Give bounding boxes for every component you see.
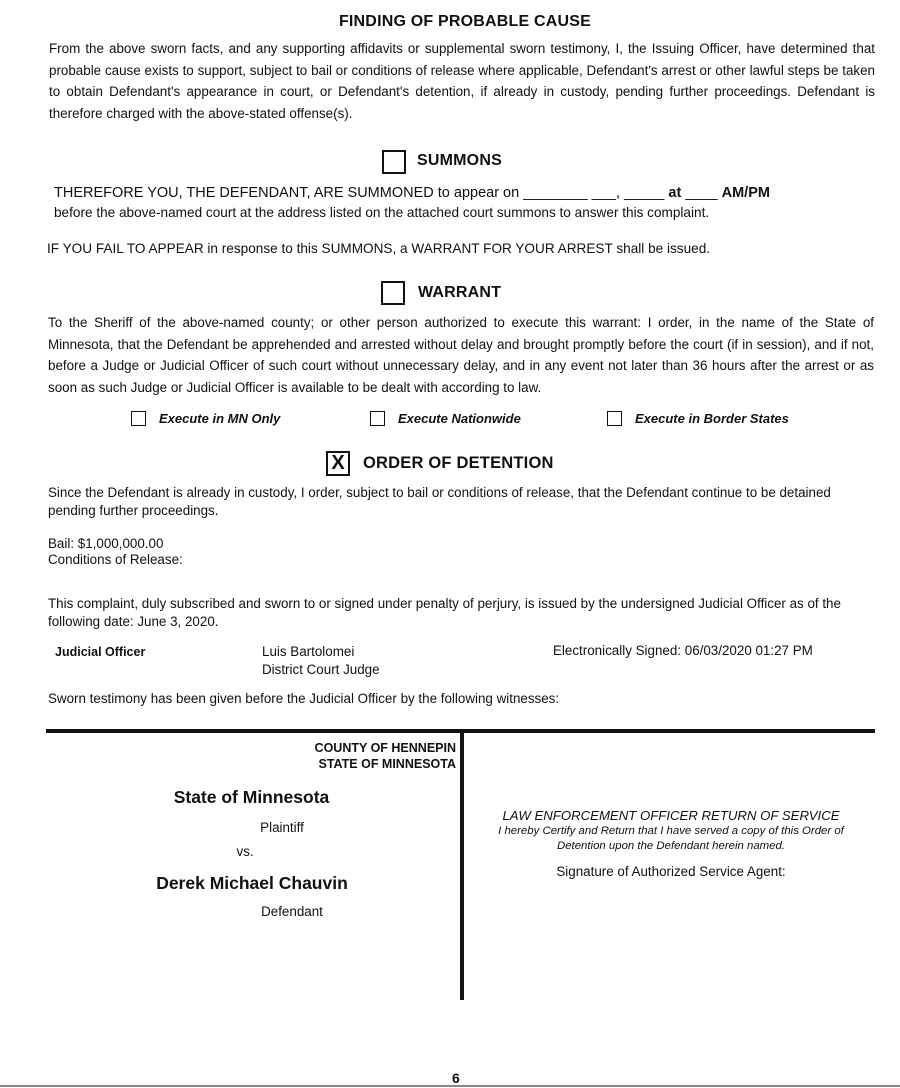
witnesses-statement: Sworn testimony has been given before the Judicial Officer by the following witnesses:: [48, 691, 560, 706]
probable-cause-title: FINDING OF PROBABLE CAUSE: [338, 13, 592, 30]
detention-body: Since the Defendant is already in custody, I order, subject to bail or conditions of release, that the Defendant continue to be detained pending further proceedings.: [48, 485, 831, 518]
probable-cause-body: From the above sworn facts, and any supporting affidavits or supplemental sworn testimony, I, the Issuing Officer, have determined that probable cause exists to support, subject to bail or conditions of release where applicable, Defendant's arrest or other lawful steps be taken to obtain Defendant's appearance in court, or Defendant's detention, if already in custody, pending further proceedings. Defendant is therefore charged with the above-stated offense(s).: [49, 41, 875, 121]
warrant-option-mn[interactable]: [131, 411, 280, 426]
warrant-body: To the Sheriff of the above-named county; or other person authorized to execute this warrant: I order, in the name of the State of Minnesota, that the Defendant be apprehended and arrested without delay and brought promptly before the court (if in session), and if not, before a Judge or Judicial Officer of such court without unnecessary delay, and in any event not later than 36 hours after the arrest or as soon as such Judge or Judicial Officer is available to be dealt with according to law.: [48, 315, 874, 395]
electronic-signature: Electronically Signed: 06/03/2020 01:27 PM: [553, 643, 813, 658]
warrant-option-border[interactable]: [607, 411, 789, 426]
summons-time-blank: ____: [685, 185, 718, 201]
summons-appear-line: [54, 185, 770, 201]
defendant-label: Defendant: [261, 904, 323, 919]
summons-court-line: before the above-named court at the address listed on the attached court summons to answer this complaint.: [54, 205, 710, 220]
county-name: COUNTY OF HENNEPIN: [314, 741, 456, 755]
summons-fail-notice: IF YOU FAIL TO APPEAR in response to this SUMMONS, a WARRANT FOR YOUR ARREST shall be issued.: [47, 241, 711, 256]
return-of-service-line2: Detention upon the Defendant herein named.: [557, 840, 785, 852]
detention-checkbox-checked[interactable]: X: [326, 451, 350, 476]
summons-date-blank: ________ ___,: [523, 185, 620, 201]
warrant-option-border-label: Execute in Border States: [635, 411, 789, 426]
detention-title: ORDER OF DETENTION: [363, 454, 554, 472]
plaintiff-label: Plaintiff: [260, 820, 304, 835]
warrant-title: WARRANT: [418, 284, 502, 301]
summons-ampm-label: AM/PM: [721, 185, 770, 201]
return-of-service-line1: I hereby Certify and Return that I have served a copy of this Order of: [498, 825, 844, 837]
summons-checkbox[interactable]: [382, 150, 406, 174]
warrant-option-nationwide[interactable]: [370, 411, 521, 426]
summons-year-blank: _____: [624, 185, 665, 201]
warrant-option-nationwide-checkbox[interactable]: [370, 411, 385, 426]
judicial-officer-name: Luis Bartolomei: [262, 644, 355, 659]
warrant-option-mn-checkbox[interactable]: [131, 411, 146, 426]
caption-divider: [460, 733, 464, 1000]
issuance-statement: This complaint, duly subscribed and sworn to or signed under penalty of perjury, is issued by the undersigned Judicial Officer as of the following date: June 3, 2020.: [48, 596, 841, 629]
warrant-option-border-checkbox[interactable]: [607, 411, 622, 426]
state-name: STATE OF MINNESOTA: [318, 757, 456, 771]
page-number: 6: [452, 1070, 460, 1086]
page-bottom-rule: [0, 1085, 900, 1087]
warrant-checkbox[interactable]: [381, 281, 405, 305]
conditions-of-release: Conditions of Release:: [48, 552, 183, 567]
warrant-option-nationwide-label: Execute Nationwide: [398, 411, 521, 426]
summons-at-label: at: [668, 185, 682, 201]
venue-block: [200, 740, 456, 772]
plaintiff-name: State of Minnesota: [173, 787, 330, 807]
summons-title: SUMMONS: [417, 152, 502, 169]
judicial-officer-title: District Court Judge: [262, 662, 380, 677]
summons-appear-text: THEREFORE YOU, THE DEFENDANT, ARE SUMMONED to appear on: [54, 185, 520, 201]
versus-label: vs.: [236, 844, 254, 859]
service-agent-signature-label: Signature of Authorized Service Agent:: [556, 864, 786, 879]
defendant-name: Derek Michael Chauvin: [156, 873, 348, 893]
judicial-officer-label: Judicial Officer: [55, 645, 146, 659]
return-of-service-title: LAW ENFORCEMENT OFFICER RETURN OF SERVICE: [502, 808, 840, 823]
bail-amount: Bail: $1,000,000.00: [48, 536, 164, 551]
warrant-option-mn-label: Execute in MN Only: [159, 411, 281, 426]
